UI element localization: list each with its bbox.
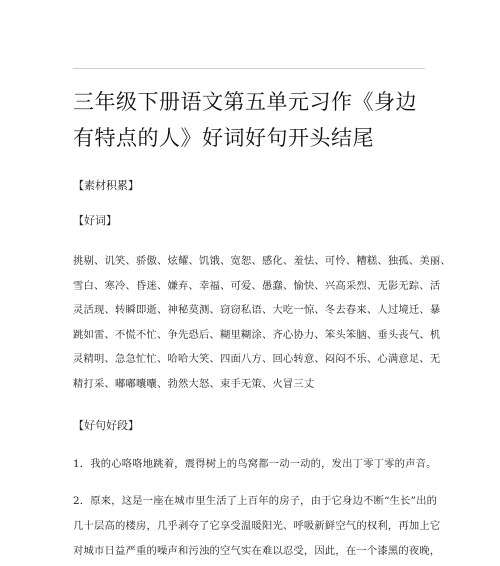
paragraph-line: 2．原来，这是一座在城市里生活了上百年的房子，由于它身边不断“生长”出的 [73, 495, 438, 507]
top-divider [73, 68, 425, 69]
title-line-1: 三年级下册语文第五单元习作《身边 [73, 90, 417, 114]
words-line: 精打采、嘟嘟囔囔、勃然大怒、束手无策、火冒三丈 [73, 377, 315, 390]
title-line-2: 有特点的人》好词好句开头结尾 [73, 126, 374, 150]
section-heading-materials: 【素材积累】 [73, 179, 139, 192]
words-line: 灵精明、急急忙忙、哈哈大笑、四面八方、回心转意、闷闷不乐、心满意足、无 [73, 353, 441, 365]
words-line: 灵活现、转瞬即逝、神秘莫测、窃窃私语、大吃一惊、冬去春来、人过境迁、暴 [73, 304, 441, 316]
words-list [73, 249, 451, 396]
paragraph-line: 1．我的心咯咯地跳着，震得树上的鸟窝都一动一动的，发出丁零丁零的声音。 [73, 458, 437, 470]
document-title [73, 84, 433, 156]
paragraph-line: 几十层高的楼房，几乎剥夺了它享受温暖阳光、呼吸新鲜空气的权利，再加上它 [73, 520, 441, 532]
words-line: 挑剔、讥笑、骄傲、炫耀、饥饿、宽恕、感化、羞怯、可怜、糟糕、独孤、美丽、 [73, 255, 451, 267]
paragraph-2 [73, 489, 441, 564]
section-heading-words: 【好词】 [73, 214, 117, 227]
section-heading-sentences: 【好句好段】 [73, 419, 139, 432]
words-line: 跳如雷、不慌不忙、争先恐后、糊里糊涂、齐心协力、笨头笨脑、垂头丧气、机 [73, 328, 441, 341]
paragraph-line: 对城市日益严重的噪声和污浊的空气实在难以忍受，因此，在一个漆黑的夜晚， [73, 545, 441, 557]
words-line: 雪白、寒冷、昏迷、嫌弃、幸福、可爱、愚蠢、愉快、兴高采烈、无影无踪、活 [73, 279, 441, 292]
paragraph-1 [73, 452, 437, 477]
